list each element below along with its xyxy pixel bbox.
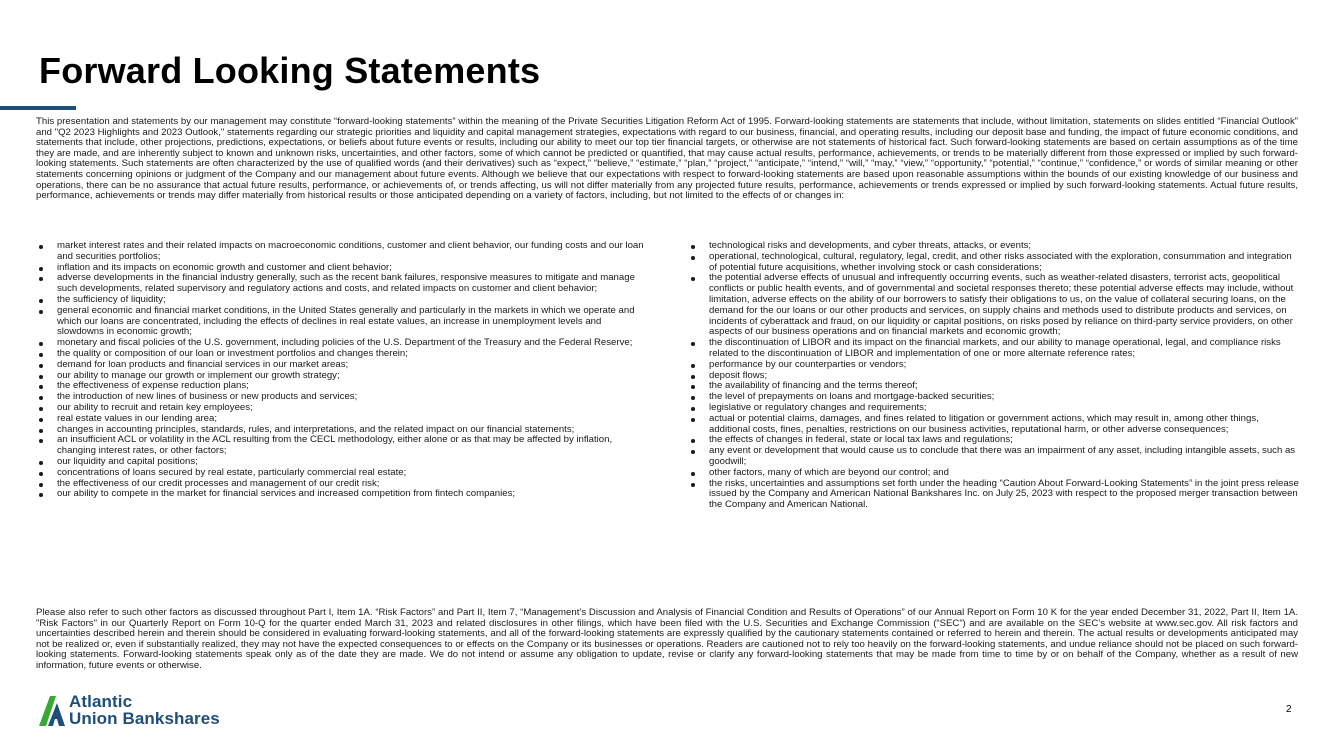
risk-factor-item: adverse developments in the financial industry generally, such as the recent bank failures, responsive measures to mitigate and manage such developments, related supervisory and regulatory actions and costs, and related impacts on customer and client behavior; xyxy=(36,273,650,295)
risk-factor-item: real estate values in our lending area; xyxy=(36,414,650,425)
risk-factor-item: the effectiveness of expense reduction plans; xyxy=(36,381,650,392)
risk-factor-item: other factors, many of which are beyond our control; and xyxy=(688,468,1302,479)
risk-factor-item: concentrations of loans secured by real estate, particularly commercial real estate; xyxy=(36,468,650,479)
closing-paragraph: Please also refer to such other factors as discussed throughout Part I, Item 1A. “Risk Factors” and Part II, Item 7, “Management’s Discussion and Analysis of Financial Condition and Results of Operations” of our Annual Report on Form 10 K for the year ended December 31, 2022, Part II, Item 1A. "Risk Factors" in our Quarterly Report on Form 10-Q for the quarter ended March 31, 2023 and related disclosures in other filings, which have been filed with the U.S. Securities and Exchange Commission (“SEC”) and are available on the SEC’s website at www.sec.gov. All risk factors and uncertainties described herein and therein should be considered in evaluating forward-looking statements, and all of the forward-looking statements are expressly qualified by the cautionary statements contained or referred to herein and therein. The actual results or developments anticipated may not be realized or, even if substantially realized, they may not have the expected consequences to or effects on the Company or its businesses or operations. Readers are cautioned not to rely too heavily on the forward-looking statements, and undue reliance should not be placed on such forward-looking statements. Forward-looking statements speak only as of the date they are made. We do not intend or assume any obligation to update, revise or clarify any forward-looking statements that may be made from time to time by or on behalf of the Company, whether as a result of new information, future events or otherwise. xyxy=(36,607,1298,671)
risk-factor-item: the potential adverse effects of unusual and infrequently occurring events, such as weather-related disasters, terrorist acts, geopolitical conflicts or public health events, and of governmental and societal responses thereto; these potential adverse effects may include, without limitation, adverse effects on the ability of our borrowers to satisfy their obligations to us, on the value of collateral securing loans, on the demand for the our loans or our other products and services, on supply chains and methods used to distribute products and services, on incidents of cyberattack and fraud, on our liquidity or capital positions, on risks posed by reliance on third-party service providers, on other aspects of our business operations and on financial markets and economic growth; xyxy=(688,273,1302,338)
page-title: Forward Looking Statements xyxy=(39,50,541,91)
risk-factor-item: the discontinuation of LIBOR and its impact on the financial markets, and our ability to manage operational, legal, and compliance risks related to the discontinuation of LIBOR and implementation of one or more alternate reference rates; xyxy=(688,338,1302,360)
risk-factor-item: changes in accounting principles, standards, rules, and interpretations, and the related impact on our financial statements; xyxy=(36,425,650,436)
risk-factors-left-list xyxy=(36,241,650,500)
risk-factor-item: any event or development that would cause us to conclude that there was an impairment of any asset, including intangible assets, such as goodwill; xyxy=(688,446,1302,468)
risk-factor-item: the risks, uncertainties and assumptions set forth under the heading “Caution About Forward-Looking Statements” in the joint press release issued by the Company and American National Bankshares Inc. on July 25, 2023 with respect to the proposed merger transaction between the Company and American National. xyxy=(688,479,1302,511)
page-number: 2 xyxy=(1286,704,1292,715)
risk-factor-item: the availability of financing and the terms thereof; xyxy=(688,381,1302,392)
risk-factor-item: performance by our counterparties or vendors; xyxy=(688,360,1302,371)
risk-factor-item: general economic and financial market conditions, in the United States generally and particularly in the markets in which we operate and which our loans are concentrated, including the effects of declines in real estate values, an increase in unemployment levels and slowdowns in economic growth; xyxy=(36,306,650,338)
risk-factor-item: market interest rates and their related impacts on macroeconomic conditions, customer and client behavior, our funding costs and our loan and securities portfolios; xyxy=(36,241,650,263)
risk-factor-item: our ability to recruit and retain key employees; xyxy=(36,403,650,414)
risk-factor-item: demand for loan products and financial services in our market areas; xyxy=(36,360,650,371)
risk-factor-item: the effectiveness of our credit processes and management of our credit risk; xyxy=(36,479,650,490)
risk-factor-item: the effects of changes in federal, state or local tax laws and regulations; xyxy=(688,435,1302,446)
risk-factor-item: the quality or composition of our loan or investment portfolios and changes therein; xyxy=(36,349,650,360)
risk-factor-item: the introduction of new lines of business or new products and services; xyxy=(36,392,650,403)
risk-factor-item: deposit flows; xyxy=(688,371,1302,382)
risk-factors-right-list xyxy=(688,241,1302,511)
title-underline xyxy=(0,106,76,110)
logo-text-line1: Atlantic xyxy=(69,692,133,711)
risk-factor-item: an insufficient ACL or volatility in the ACL resulting from the CECL methodology, either alone or as that may be affected by inflation, changing interest rates, or other factors; xyxy=(36,435,650,457)
risk-factor-item: our liquidity and capital positions; xyxy=(36,457,650,468)
risk-factor-item: technological risks and developments, and cyber threats, attacks, or events; xyxy=(688,241,1302,252)
risk-factor-item: legislative or regulatory changes and requirements; xyxy=(688,403,1302,414)
risk-factor-item: operational, technological, cultural, regulatory, legal, credit, and other risks associated with the exploration, consummation and integration of potential future acquisitions, whether involving stock or cash considerations; xyxy=(688,252,1302,274)
risk-factor-item: our ability to compete in the market for financial services and increased competition from fintech companies; xyxy=(36,489,650,500)
logo-text-line2: Union Bankshares xyxy=(69,708,220,728)
intro-paragraph: This presentation and statements by our management may constitute “forward-looking statements” within the meaning of the Private Securities Litigation Reform Act of 1995. Forward-looking statements are statements that include, without limitation, statements on slides entitled “Financial Outlook” and "Q2 2023 Highlights and 2023 Outlook," statements regarding our strategic priorities and liquidity and capital management strategies, expectations with regard to our business, financial, and operating results, including our deposit base and funding, the impact of future economic conditions, and statements that include, other projections, predictions, expectations, or beliefs about future events or results, including our ability to meet our top tier financial targets, or otherwise are not statements of historical fact. Such forward-looking statements are based on certain assumptions as of the time they are made, and are inherently subject to known and unknown risks, uncertainties, and other factors, some of which cannot be predicted or quantified, that may cause actual results, performance, achievements, or trends to be materially different from those expressed or implied by such forward-looking statements. Such statements are often characterized by the use of qualified words (and their derivatives) such as “expect,” “believe,” “estimate,” “plan,” “project,” “anticipate,” “intend,” “will,” “may,” “view,” “opportunity,” “potential,” “continue,” “confidence,” or words of similar meaning or other statements concerning opinions or judgment of the Company and our management about future events. Although we believe that our expectations with respect to forward-looking statements are based upon reasonable assumptions within the bounds of our existing knowledge of our business and operations, there can be no assurance that actual future results, performance, or achievements of, or trends affecting, us will not differ materially from any projected future results, performance, achievements or trends expressed or implied by such forward-looking statements. Actual future results, performance, achievements or trends may differ materially from historical results or those anticipated depending on a variety of factors, including, but not limited to the effects of or changes in: xyxy=(36,116,1298,202)
risk-factor-item: the level of prepayments on loans and mortgage-backed securities; xyxy=(688,392,1302,403)
risk-factor-item: our ability to manage our growth or implement our growth strategy; xyxy=(36,371,650,382)
risk-factor-item: the sufficiency of liquidity; xyxy=(36,295,650,306)
risk-factor-item: inflation and its impacts on economic growth and customer and client behavior; xyxy=(36,263,650,274)
atlantic-union-logo-icon xyxy=(39,695,69,727)
company-logo xyxy=(39,692,269,730)
risk-factor-item: monetary and fiscal policies of the U.S. government, including policies of the U.S. Department of the Treasury and the Federal Reserve; xyxy=(36,338,650,349)
risk-factor-item: actual or potential claims, damages, and fines related to litigation or government actions, which may result in, among other things, additional costs, fines, penalties, restrictions on our business activities, reputational harm, or other adverse consequences; xyxy=(688,414,1302,436)
